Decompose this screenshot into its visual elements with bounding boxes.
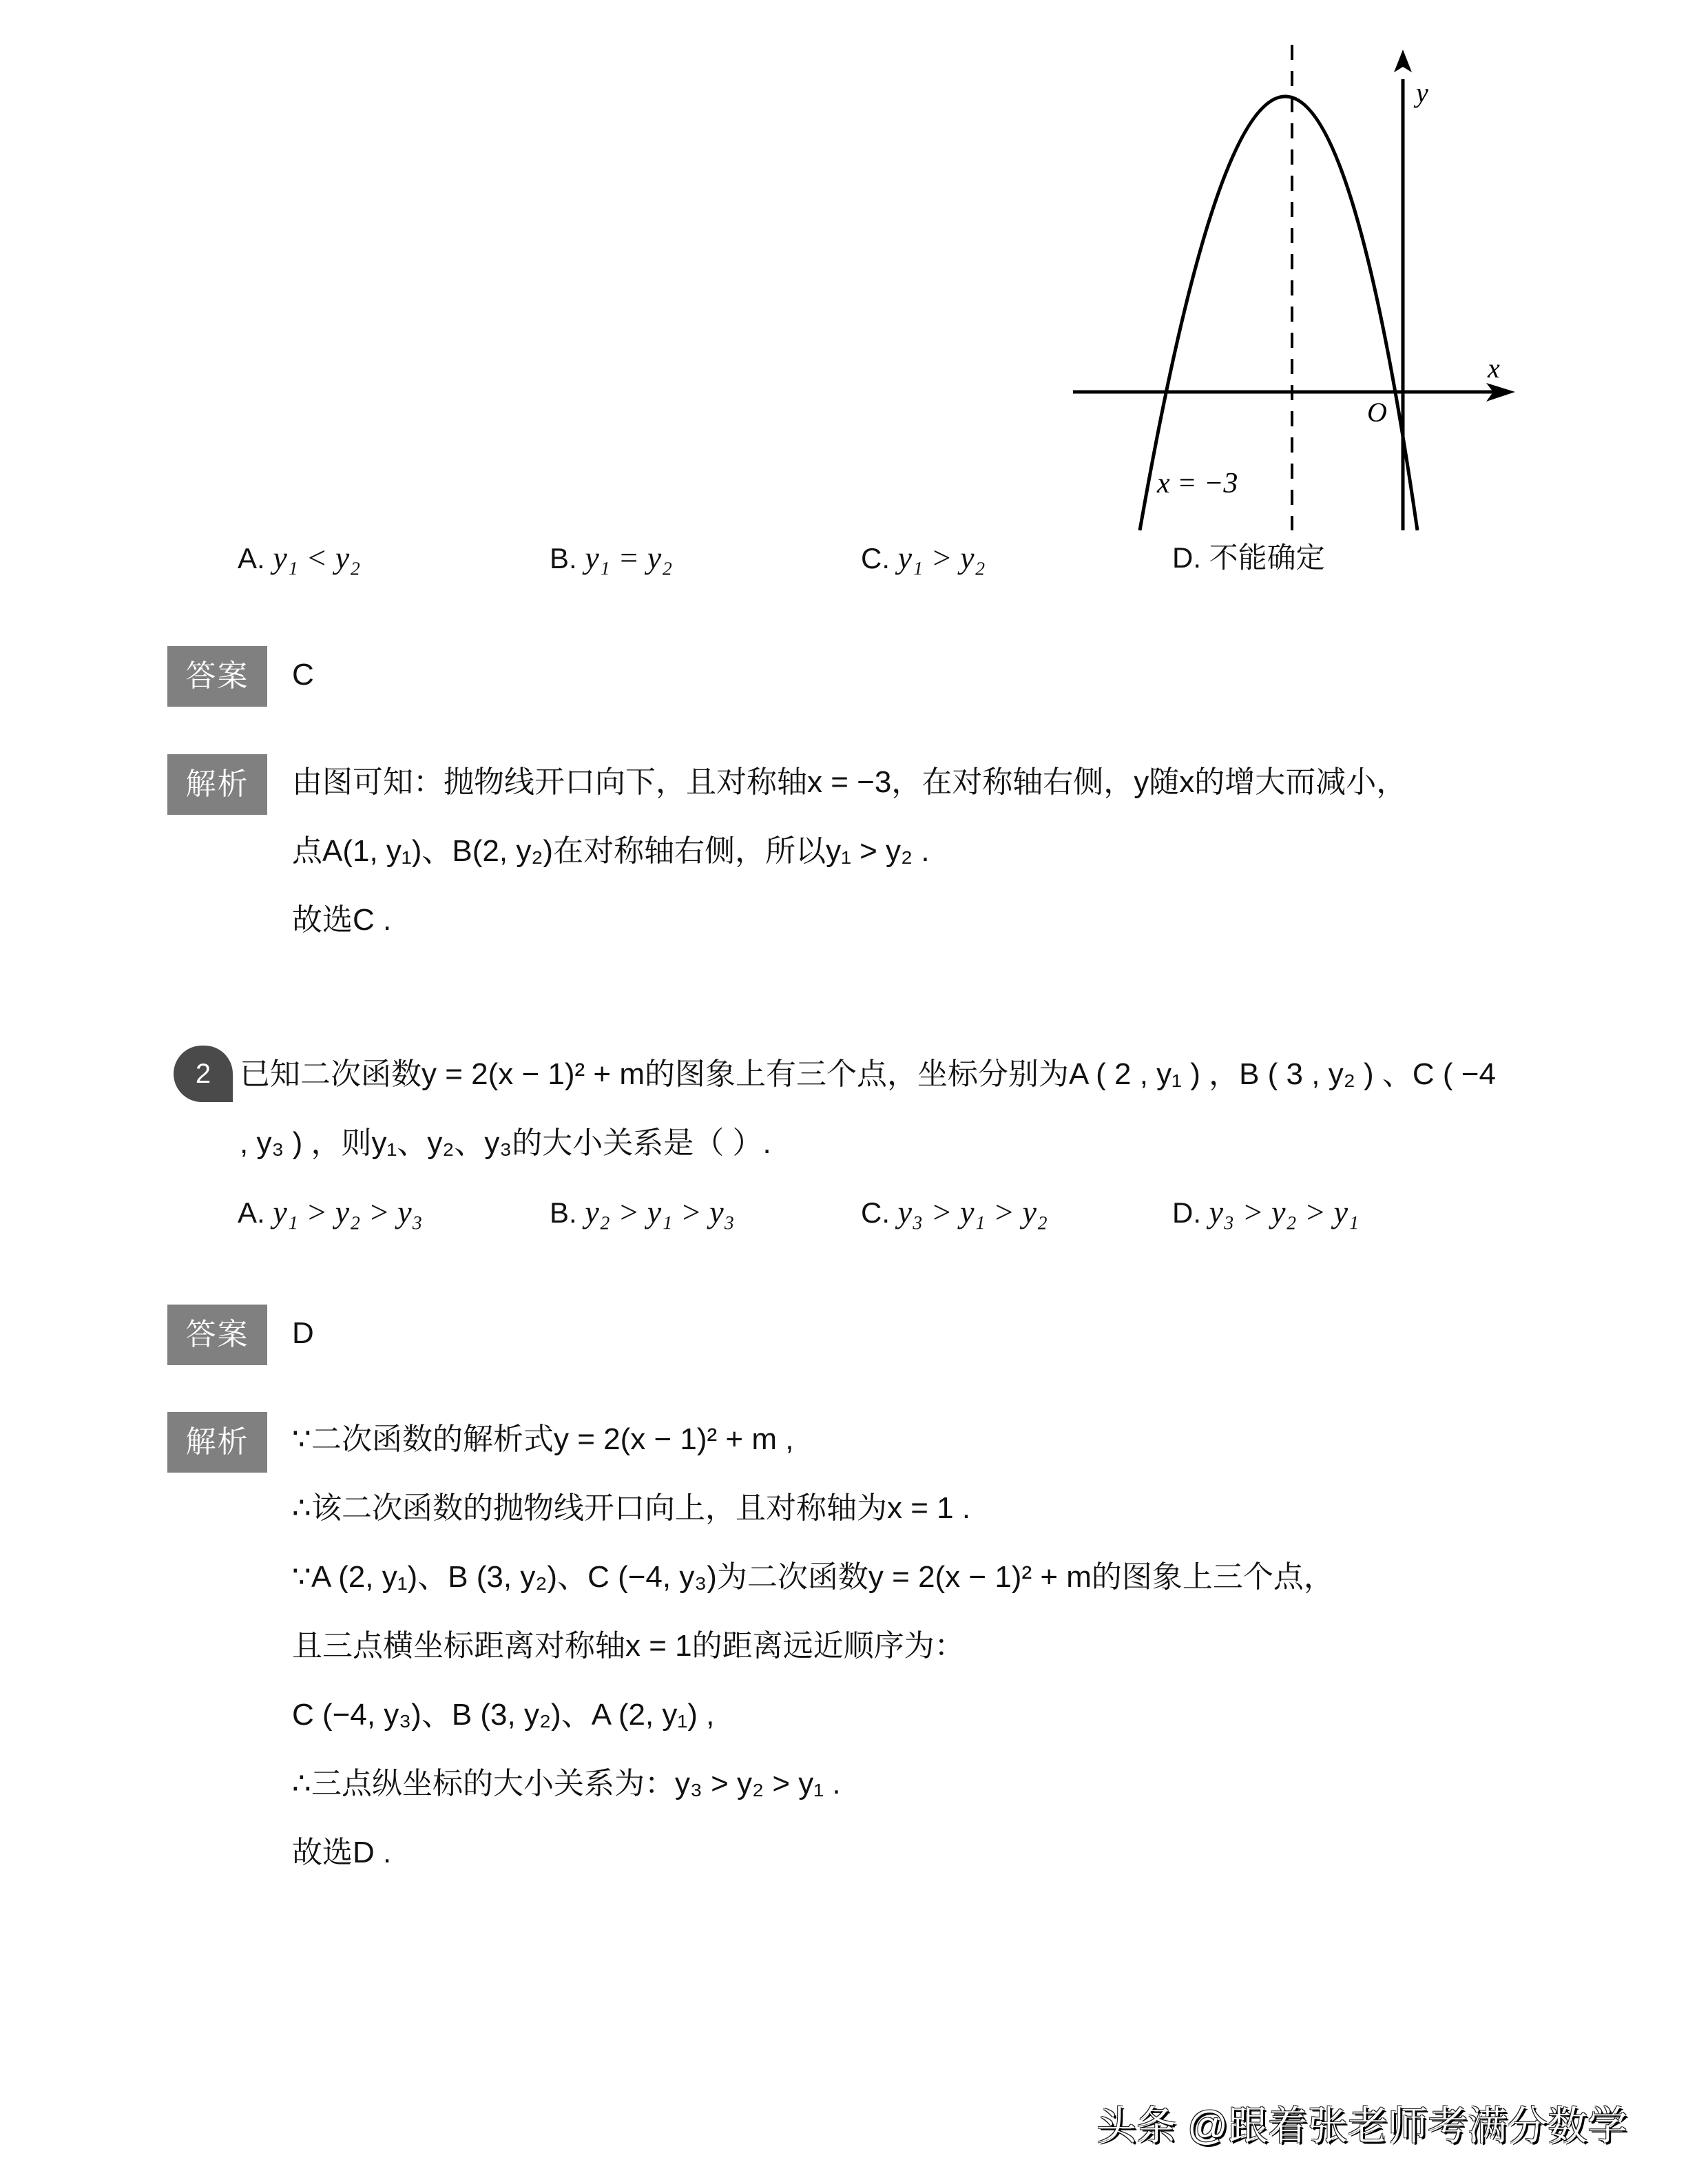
q1-option-a[interactable] (238, 537, 360, 579)
analysis-line: C (−4, y₃)、B (3, y₂)、A (2, y₁) , (292, 1698, 715, 1732)
analysis-line: ∴三点纵坐标的大小关系为：y₃ > y₂ > y₁ . (292, 1767, 841, 1800)
option-letter: A. (238, 1196, 265, 1229)
answer-value: D (292, 1316, 314, 1350)
option-expr: y₁ < y₂ (273, 540, 361, 575)
axis-y-label: y (1416, 77, 1428, 108)
option-expr: y₁ = y₂ (585, 540, 673, 575)
analysis-line: 故选C . (292, 903, 392, 937)
option-letter: D. (1172, 1196, 1201, 1229)
analysis-line: 点A(1, y₁)、B(2, y₂)在对称轴右侧，所以y₁ > y₂ . (292, 834, 930, 868)
q2-option-a[interactable] (238, 1192, 423, 1234)
option-expr: 不能确定 (1209, 541, 1325, 574)
analysis-line: 故选D . (292, 1836, 392, 1869)
axis-x-label: x (1488, 353, 1500, 384)
analysis-line: ∵A (2, y₁)、B (3, y₂)、C (−4, y₃)为二次函数y = 2(x − 1)² + m的图象上三个点， (292, 1560, 1334, 1594)
analysis-label-badge: 解析 (167, 1412, 267, 1473)
origin-label: O (1367, 397, 1387, 428)
question-stem-line: 已知二次函数y = 2(x − 1)² + m的图象上有三个点，坐标分别为A ( 2 , y₁ ) ，B ( 3 , y₂ ) 、C ( −4 (240, 1057, 1496, 1091)
option-letter: B. (550, 542, 577, 574)
option-letter: D. (1172, 541, 1201, 574)
q1-option-c[interactable] (861, 537, 986, 579)
option-letter: A. (238, 542, 265, 574)
q1-option-d[interactable] (1172, 537, 1325, 579)
option-expr: y₁ > y₂ > y₃ (273, 1194, 423, 1229)
parabola-graph (1061, 0, 1543, 537)
analysis-line: 由图可知：抛物线开口向下，且对称轴x = −3，在对称轴右侧，y随x的增大而减小， (292, 765, 1407, 799)
q2-option-b[interactable] (550, 1192, 735, 1234)
parabola-curve (1140, 96, 1417, 530)
q2-option-d[interactable] (1172, 1192, 1359, 1234)
answer-value: C (292, 658, 314, 692)
option-expr: y₂ > y₁ > y₃ (585, 1194, 735, 1229)
option-letter: B. (550, 1196, 577, 1229)
option-letter: C. (861, 542, 890, 574)
option-expr: y₃ > y₂ > y₁ (1209, 1194, 1359, 1229)
question-stem-line: , y₃ ) ，则y₁、y₂、y₃的大小关系是（ ）. (240, 1126, 771, 1160)
analysis-line: ∵二次函数的解析式y = 2(x − 1)² + m , (292, 1422, 794, 1456)
symmetry-axis-label: x = −3 (1157, 468, 1238, 499)
answer-label-badge: 答案 (167, 646, 267, 707)
q2-option-c[interactable] (861, 1192, 1048, 1234)
question-number-badge: 2 (174, 1046, 233, 1102)
analysis-line: 且三点横坐标距离对称轴x = 1的距离远近顺序为： (292, 1629, 965, 1663)
q1-option-b[interactable] (550, 537, 672, 579)
option-letter: C. (861, 1196, 890, 1229)
option-expr: y₃ > y₁ > y₂ (897, 1194, 1048, 1229)
watermark-text: 头条 @跟着张老师考满分数学 (1096, 2104, 1627, 2148)
option-expr: y₁ > y₂ (897, 540, 986, 575)
answer-label-badge: 答案 (167, 1305, 267, 1365)
analysis-line: ∴该二次函数的抛物线开口向上，且对称轴为x = 1 . (292, 1491, 971, 1525)
y-axis-arrow-icon (1394, 50, 1412, 72)
analysis-label-badge: 解析 (167, 754, 267, 815)
